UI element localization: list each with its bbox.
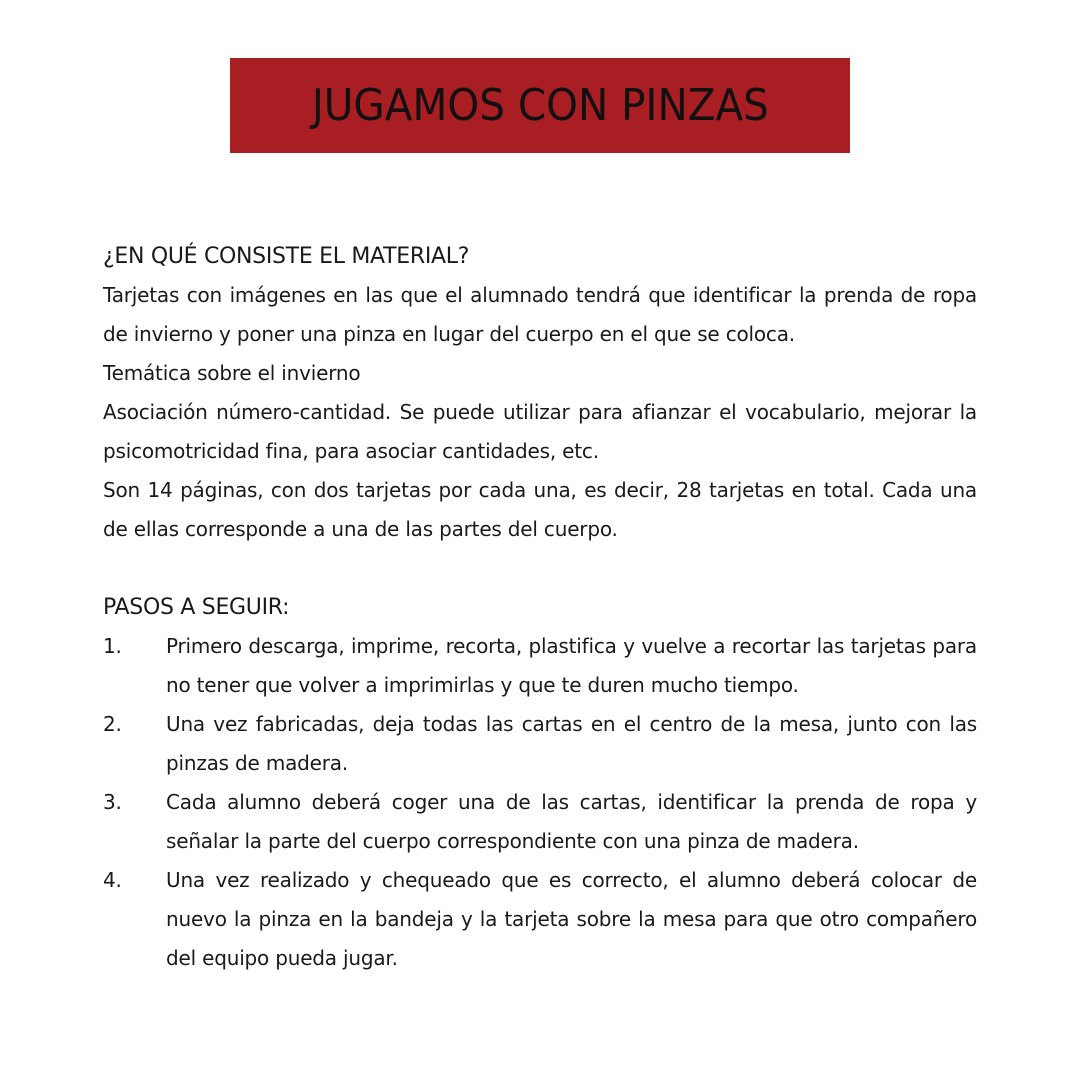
material-heading: ¿EN QUÉ CONSISTE EL MATERIAL? — [103, 244, 470, 269]
material-paragraph: Temática sobre el invierno — [103, 361, 361, 385]
step-item — [103, 705, 977, 783]
step-number: 3. — [103, 790, 122, 814]
material-paragraph: Asociación número-cantidad. Se puede utilizar para afianzar el vocabulario, mejorar la psicomotricidad fina, para asociar cantidades, etc. — [103, 400, 977, 463]
page-title: JUGAMOS CON PINZAS — [311, 80, 769, 131]
steps-section — [103, 588, 977, 978]
step-item — [103, 627, 977, 705]
step-item — [103, 861, 977, 978]
step-text: Primero descarga, imprime, recorta, plastifica y vuelve a recortar las tarjetas para no tener que volver a imprimirlas y que te duren mucho tiempo. — [166, 634, 977, 697]
step-number: 2. — [103, 712, 122, 736]
steps-heading: PASOS A SEGUIR: — [103, 595, 290, 620]
step-number: 4. — [103, 868, 122, 892]
material-paragraph: Son 14 páginas, con dos tarjetas por cada una, es decir, 28 tarjetas en total. Cada una de ellas corresponde a una de las partes del cuerpo. — [103, 478, 977, 541]
step-number: 1. — [103, 634, 122, 658]
material-section — [103, 237, 977, 549]
material-paragraph: Tarjetas con imágenes en las que el alumnado tendrá que identificar la prenda de ropa de invierno y poner una pinza en lugar del cuerpo en el que se coloca. — [103, 283, 977, 346]
step-text: Una vez realizado y chequeado que es correcto, el alumno deberá colocar de nuevo la pinza en la bandeja y la tarjeta sobre la mesa para que otro compañero del equipo pueda jugar. — [166, 868, 977, 970]
step-text: Una vez fabricadas, deja todas las cartas en el centro de la mesa, junto con las pinzas de madera. — [166, 712, 977, 775]
step-text: Cada alumno deberá coger una de las cartas, identificar la prenda de ropa y señalar la parte del cuerpo correspondiente con una pinza de madera. — [166, 790, 977, 853]
title-banner — [230, 58, 850, 153]
step-item — [103, 783, 977, 861]
steps-list — [103, 627, 977, 978]
